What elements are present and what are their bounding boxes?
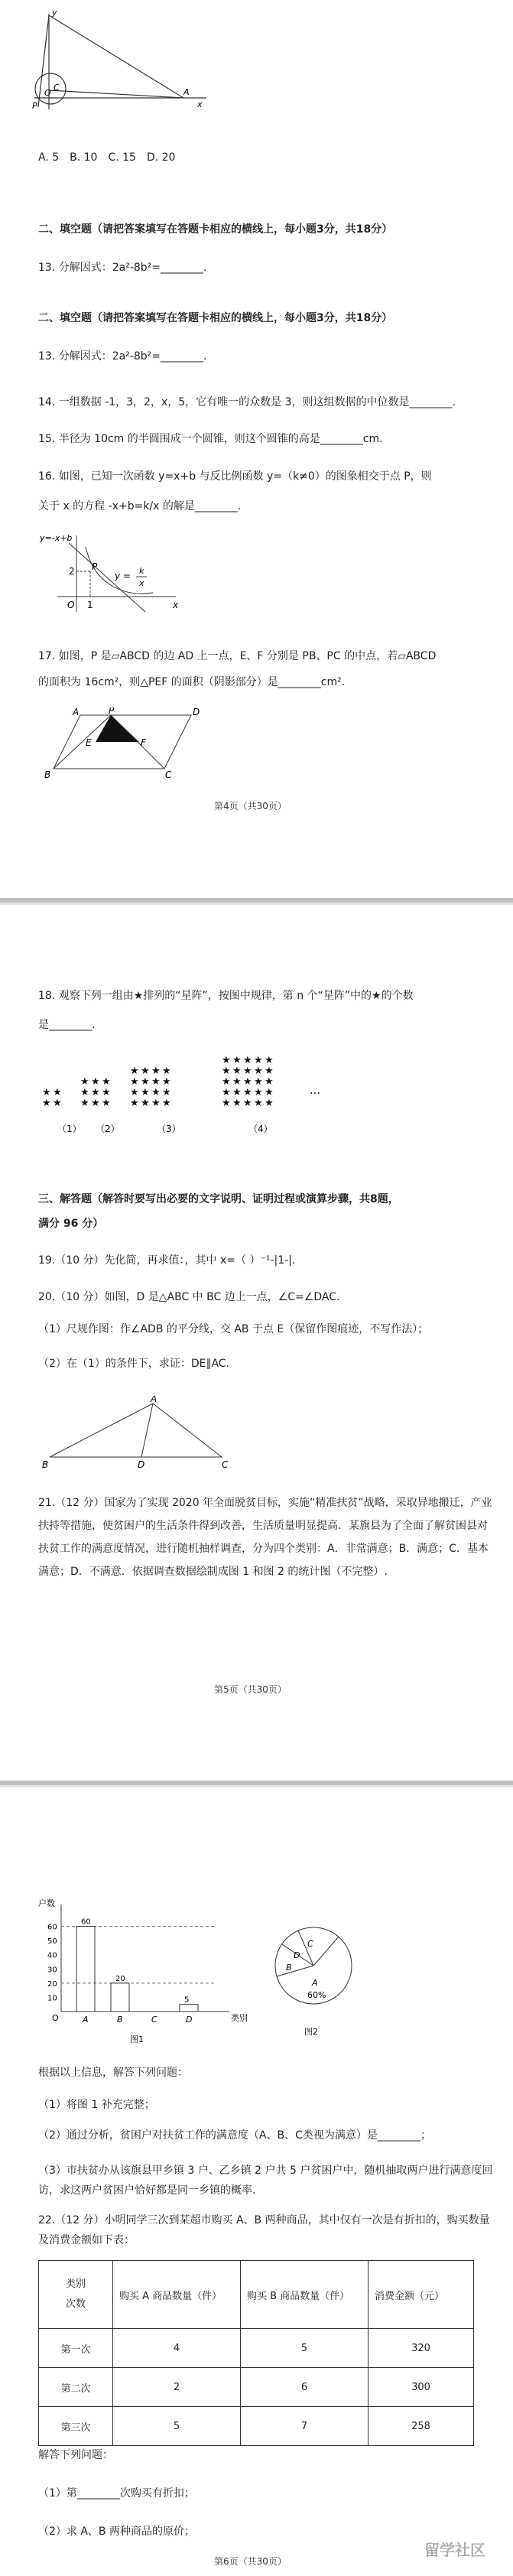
star-4: ★ [265, 1065, 274, 1077]
q20-part2: （2）在（1）的条件下，求证：DE∥AC. [38, 1358, 229, 1370]
table-cell: 第二次 [39, 2368, 113, 2407]
pie-label-a: A [312, 1978, 318, 1988]
page4-footer: 第4页（共30页） [214, 801, 287, 812]
star-4: ★ [243, 1065, 252, 1077]
bar-B [111, 1983, 129, 2012]
q18-line2: 是________. [38, 1019, 96, 1031]
q16-two: 2 [69, 566, 75, 577]
table-header-cell [39, 2261, 113, 2329]
q12-options: A. 5 B. 10 C. 15 D. 20 [38, 151, 176, 164]
star-3: ★ [151, 1065, 161, 1077]
star-3: ★ [130, 1065, 139, 1077]
q14: 14. 一组数据 -1，3，2，x，5，它有唯一的众数是 3，则这组数据的中位数是________. [38, 396, 456, 408]
star-1: ★ [42, 1098, 51, 1109]
q16-figure [38, 532, 191, 620]
pie-label-c: C [307, 1939, 313, 1949]
q17-a: A [73, 707, 80, 717]
x-tick-label: D [186, 2015, 193, 2025]
star-3: ★ [151, 1087, 161, 1098]
table-header-cell: 购买 B 商品数量（件） [241, 2261, 369, 2329]
q17-c: C [165, 769, 172, 780]
star-1: ★ [53, 1098, 62, 1109]
star-4: ★ [222, 1076, 231, 1088]
q17-line2: 的面积为 16cm²，则△PEF 的面积（阴影部分）是________cm². [38, 676, 346, 688]
q20-figure [42, 1396, 233, 1469]
q16-p: P [92, 561, 98, 572]
table-cell: 258 [369, 2407, 474, 2446]
bar-A [76, 1927, 95, 2012]
star-4: ★ [232, 1065, 242, 1077]
table-header-row [39, 2261, 474, 2329]
star-3: ★ [162, 1065, 171, 1077]
star-3: ★ [151, 1076, 161, 1088]
star-caption-2: （2） [96, 1124, 120, 1134]
table-header-c0-l2: 次数 [65, 2298, 86, 2310]
page5-footer: 第5页（共30页） [214, 1684, 287, 1695]
table-cell: 5 [113, 2407, 241, 2446]
x-tick-label: B [117, 2015, 123, 2025]
y-tick-label: 50 [47, 1937, 57, 1947]
q20-part1: （1）尺规作图：作∠ADB 的平分线，交 AB 于点 E（保留作图痕迹，不写作法）； [38, 1323, 429, 1335]
star-3: ★ [141, 1076, 150, 1088]
star-4: ★ [232, 1087, 242, 1098]
bar-chart-ylabel: 户数 [38, 1898, 55, 1908]
pie-label-b: B [286, 1963, 292, 1973]
star-4: ★ [254, 1076, 263, 1088]
star-3: ★ [141, 1065, 150, 1077]
star-4: ★ [254, 1087, 263, 1098]
q16-eq1: y=-x+b [40, 533, 73, 543]
table-header-cell: 消费金额（元） [369, 2261, 474, 2329]
star-3: ★ [151, 1098, 161, 1109]
pie-chart-figure2 [260, 1912, 375, 2050]
q13-a: 13. 分解因式：2a²-8b²=________. [38, 262, 207, 274]
star-4: ★ [254, 1055, 263, 1066]
pie-annotation: 60% [307, 1990, 326, 2000]
y-tick-label: 10 [47, 1994, 57, 2003]
table-cell: 4 [113, 2329, 241, 2368]
y-tick-label: 60 [47, 1923, 57, 1932]
star-2: ★ [102, 1076, 111, 1088]
star-1: ★ [42, 1087, 51, 1098]
star-4: ★ [232, 1076, 242, 1088]
star-4: ★ [222, 1087, 231, 1098]
bar-chart-figure1 [38, 1897, 283, 2050]
star-4: ★ [232, 1098, 242, 1109]
q17-f: F [141, 737, 146, 748]
star-4: ★ [265, 1076, 274, 1088]
star-4: ★ [265, 1055, 274, 1066]
star-2: ★ [91, 1087, 100, 1098]
table-cell: 第三次 [39, 2407, 113, 2446]
star-3: ★ [162, 1076, 171, 1088]
q20-c: C [222, 1459, 229, 1469]
page6-footer: 第6页（共30页） [214, 2556, 287, 2567]
table-header-c0-l1: 类别 [65, 2278, 86, 2290]
q17-figure [38, 707, 206, 780]
star-4: ★ [254, 1098, 263, 1109]
q17-d: D [193, 707, 200, 717]
page-separator-2 [0, 1781, 513, 1785]
x-tick-label: C [151, 2015, 157, 2025]
q21-part1: （1）将图 1 补充完整； [38, 2099, 155, 2111]
table-cell: 6 [241, 2368, 369, 2407]
star-3: ★ [130, 1098, 139, 1109]
star-caption-3: （3） [157, 1124, 181, 1134]
table-cell: 320 [369, 2329, 474, 2368]
star-1: ★ [53, 1087, 62, 1098]
pie-title: 图2 [304, 2027, 318, 2037]
q21-part3: （3）市扶贫办从该旗县甲乡镇 3 户、乙乡镇 2 户共 5 户贫困户中，随机抽取两户进行满意度回访，求这两户贫困户恰好都是同一乡镇的概率. [38, 2165, 493, 2197]
q12-figure [31, 6, 214, 113]
q17-line1: 17. 如图，P 是▱ABCD 的边 AD 上一点，E、F 分别是 PB、PC 的中点，若▱ABCD [38, 650, 437, 662]
star-4: ★ [243, 1076, 252, 1088]
table-cell: 7 [241, 2407, 369, 2446]
q20: 20.（10 分）如图，D 是△ABC 中 BC 边上一点，∠C=∠DAC. [38, 1291, 340, 1303]
q17-p: P [109, 707, 115, 716]
y-tick-label: 40 [47, 1951, 57, 1960]
q21-part2: （2）通过分析，贫困户对扶贫工作的满意度（A、B、C类视为满意）是________； [38, 2129, 431, 2142]
section2-heading-b: 二、填空题（请把答案填写在答题卡相应的横线上，每小题3分，共18分） [38, 312, 393, 324]
star-2: ★ [80, 1087, 89, 1098]
p6-intro: 根据以上信息，解答下列问题： [38, 2067, 188, 2079]
star-3: ★ [130, 1076, 139, 1088]
q17-b: B [44, 769, 51, 780]
table-cell: 第一次 [39, 2329, 113, 2368]
q16-o: O [67, 600, 75, 610]
label-c: C [54, 83, 60, 93]
star-4: ★ [254, 1065, 263, 1077]
star-3: ★ [141, 1098, 150, 1109]
q20-b: B [42, 1459, 49, 1469]
y-tick-label: 30 [47, 1966, 57, 1975]
page-separator-1 [0, 898, 513, 903]
star-caption-4: （4） [248, 1124, 273, 1134]
star-3: ★ [130, 1087, 139, 1098]
star-4: ★ [243, 1055, 252, 1066]
star-4: ★ [222, 1065, 231, 1077]
label-a: A [183, 87, 190, 97]
table-cell: 5 [241, 2329, 369, 2368]
table-header-cell: 购买 A 商品数量（件） [113, 2261, 241, 2329]
q20-a: A [151, 1396, 157, 1404]
origin-label: O [52, 2013, 59, 2023]
star-caption-1: （1） [57, 1124, 82, 1134]
star-2: ★ [80, 1076, 89, 1088]
q16-line1: 16. 如图，已知一次函数 y=x+b 与反比例函数 y=（k≠0）的图象相交于点 P，则 [38, 470, 432, 483]
q16-frac-num: k [139, 566, 144, 576]
q16-line2: 关于 x 的方程 -x+b=k/x 的解是________. [38, 500, 242, 512]
star-4: ★ [243, 1087, 252, 1098]
star-2: ★ [91, 1098, 100, 1109]
q16-x: x [173, 600, 179, 610]
q16-one: 1 [87, 600, 93, 610]
star-ellipsis: … [310, 1085, 320, 1097]
q19: 19.（10 分）先化简，再求值：，其中 x=（ ）⁻¹-|1-|. [38, 1254, 296, 1267]
q18-line1: 18. 观察下列一组由★排列的“星阵”，按图中规律，第 n 个“星阵”中的★的个数 [38, 990, 414, 1002]
table-row [39, 2407, 474, 2446]
q22-text: 22.（12 分）小明同学三次到某超市购买 A、B 两种商品，其中仅有一次是有折扣的，购买数量及消费金额如下表： [38, 2214, 490, 2246]
label-p: P [32, 101, 37, 111]
star-4: ★ [222, 1055, 231, 1066]
x-tick-label: A [83, 2015, 89, 2025]
bar-value-label: 20 [115, 1974, 125, 1983]
q13-b: 13. 分解因式：2a²-8b²=________. [38, 350, 207, 363]
purchase-table [38, 2260, 474, 2446]
q16-eq2: y = [115, 571, 131, 581]
table-row [39, 2368, 474, 2407]
label-o: O [44, 88, 51, 98]
pie-label-d: D [294, 1950, 300, 1960]
star-3: ★ [141, 1087, 150, 1098]
star-4: ★ [265, 1087, 274, 1098]
star-4: ★ [265, 1098, 274, 1109]
q17-e: E [86, 737, 92, 748]
q15: 15. 半径为 10cm 的半圆围成一个圆锥，则这个圆锥的高是________cm. [38, 433, 383, 445]
star-2: ★ [102, 1087, 111, 1098]
label-x: x [197, 99, 203, 109]
table-row [39, 2329, 474, 2368]
star-2: ★ [102, 1098, 111, 1109]
q22-answer-intro: 解答下列问题： [38, 2449, 113, 2461]
q22-part1: （1）第________次购买有折扣； [38, 2487, 195, 2500]
section3-heading-line1: 三、解答题（解答时要写出必要的文字说明、证明过程或演算步骤，共8题， [38, 1193, 399, 1205]
section2-heading-a: 二、填空题（请把答案填写在答题卡相应的横线上，每小题3分，共18分） [38, 223, 393, 236]
table-cell: 300 [369, 2368, 474, 2407]
bar-D [180, 2005, 198, 2012]
star-array-figure [38, 1055, 329, 1136]
q16-frac-den: x [139, 578, 144, 588]
star-2: ★ [91, 1076, 100, 1088]
watermark: 留学社区 [424, 2541, 485, 2559]
star-4: ★ [222, 1098, 231, 1109]
star-3: ★ [162, 1087, 171, 1098]
bar-value-label: 5 [184, 1995, 190, 2005]
bar-value-label: 60 [81, 1917, 91, 1927]
star-2: ★ [80, 1098, 89, 1109]
star-4: ★ [243, 1098, 252, 1109]
table-cell: 2 [113, 2368, 241, 2407]
star-4: ★ [232, 1055, 242, 1066]
label-y: y [52, 8, 57, 18]
star-3: ★ [162, 1098, 171, 1109]
q22-part2: （2）求 A、B 两种商品的原价； [38, 2526, 195, 2538]
section3-heading-line2: 满分 96 分） [38, 1218, 104, 1230]
bar-chart-title: 图1 [130, 2034, 144, 2044]
y-tick-label: 20 [47, 1979, 57, 1989]
q21-text: 21.（12 分）国家为了实现 2020 年全面脱贫目标，实施“精准扶贫”战略，采取异地搬迁，产业扶持等措施，使贫困户的生活条件得到改善，生活质量明显提高．某旗县为了全面了解贫困县对扶贫工作的满意度情况，进行随机抽样调查，分为四个类别：A．非常满意；B．满意；C．基本满意；D．不满意．依据调查数据绘制成图 1 和图 2 的统计图（不完整）. [38, 1497, 492, 1578]
bar-chart-xlabel: 类别 [231, 2013, 248, 2023]
q20-d: D [138, 1459, 145, 1469]
